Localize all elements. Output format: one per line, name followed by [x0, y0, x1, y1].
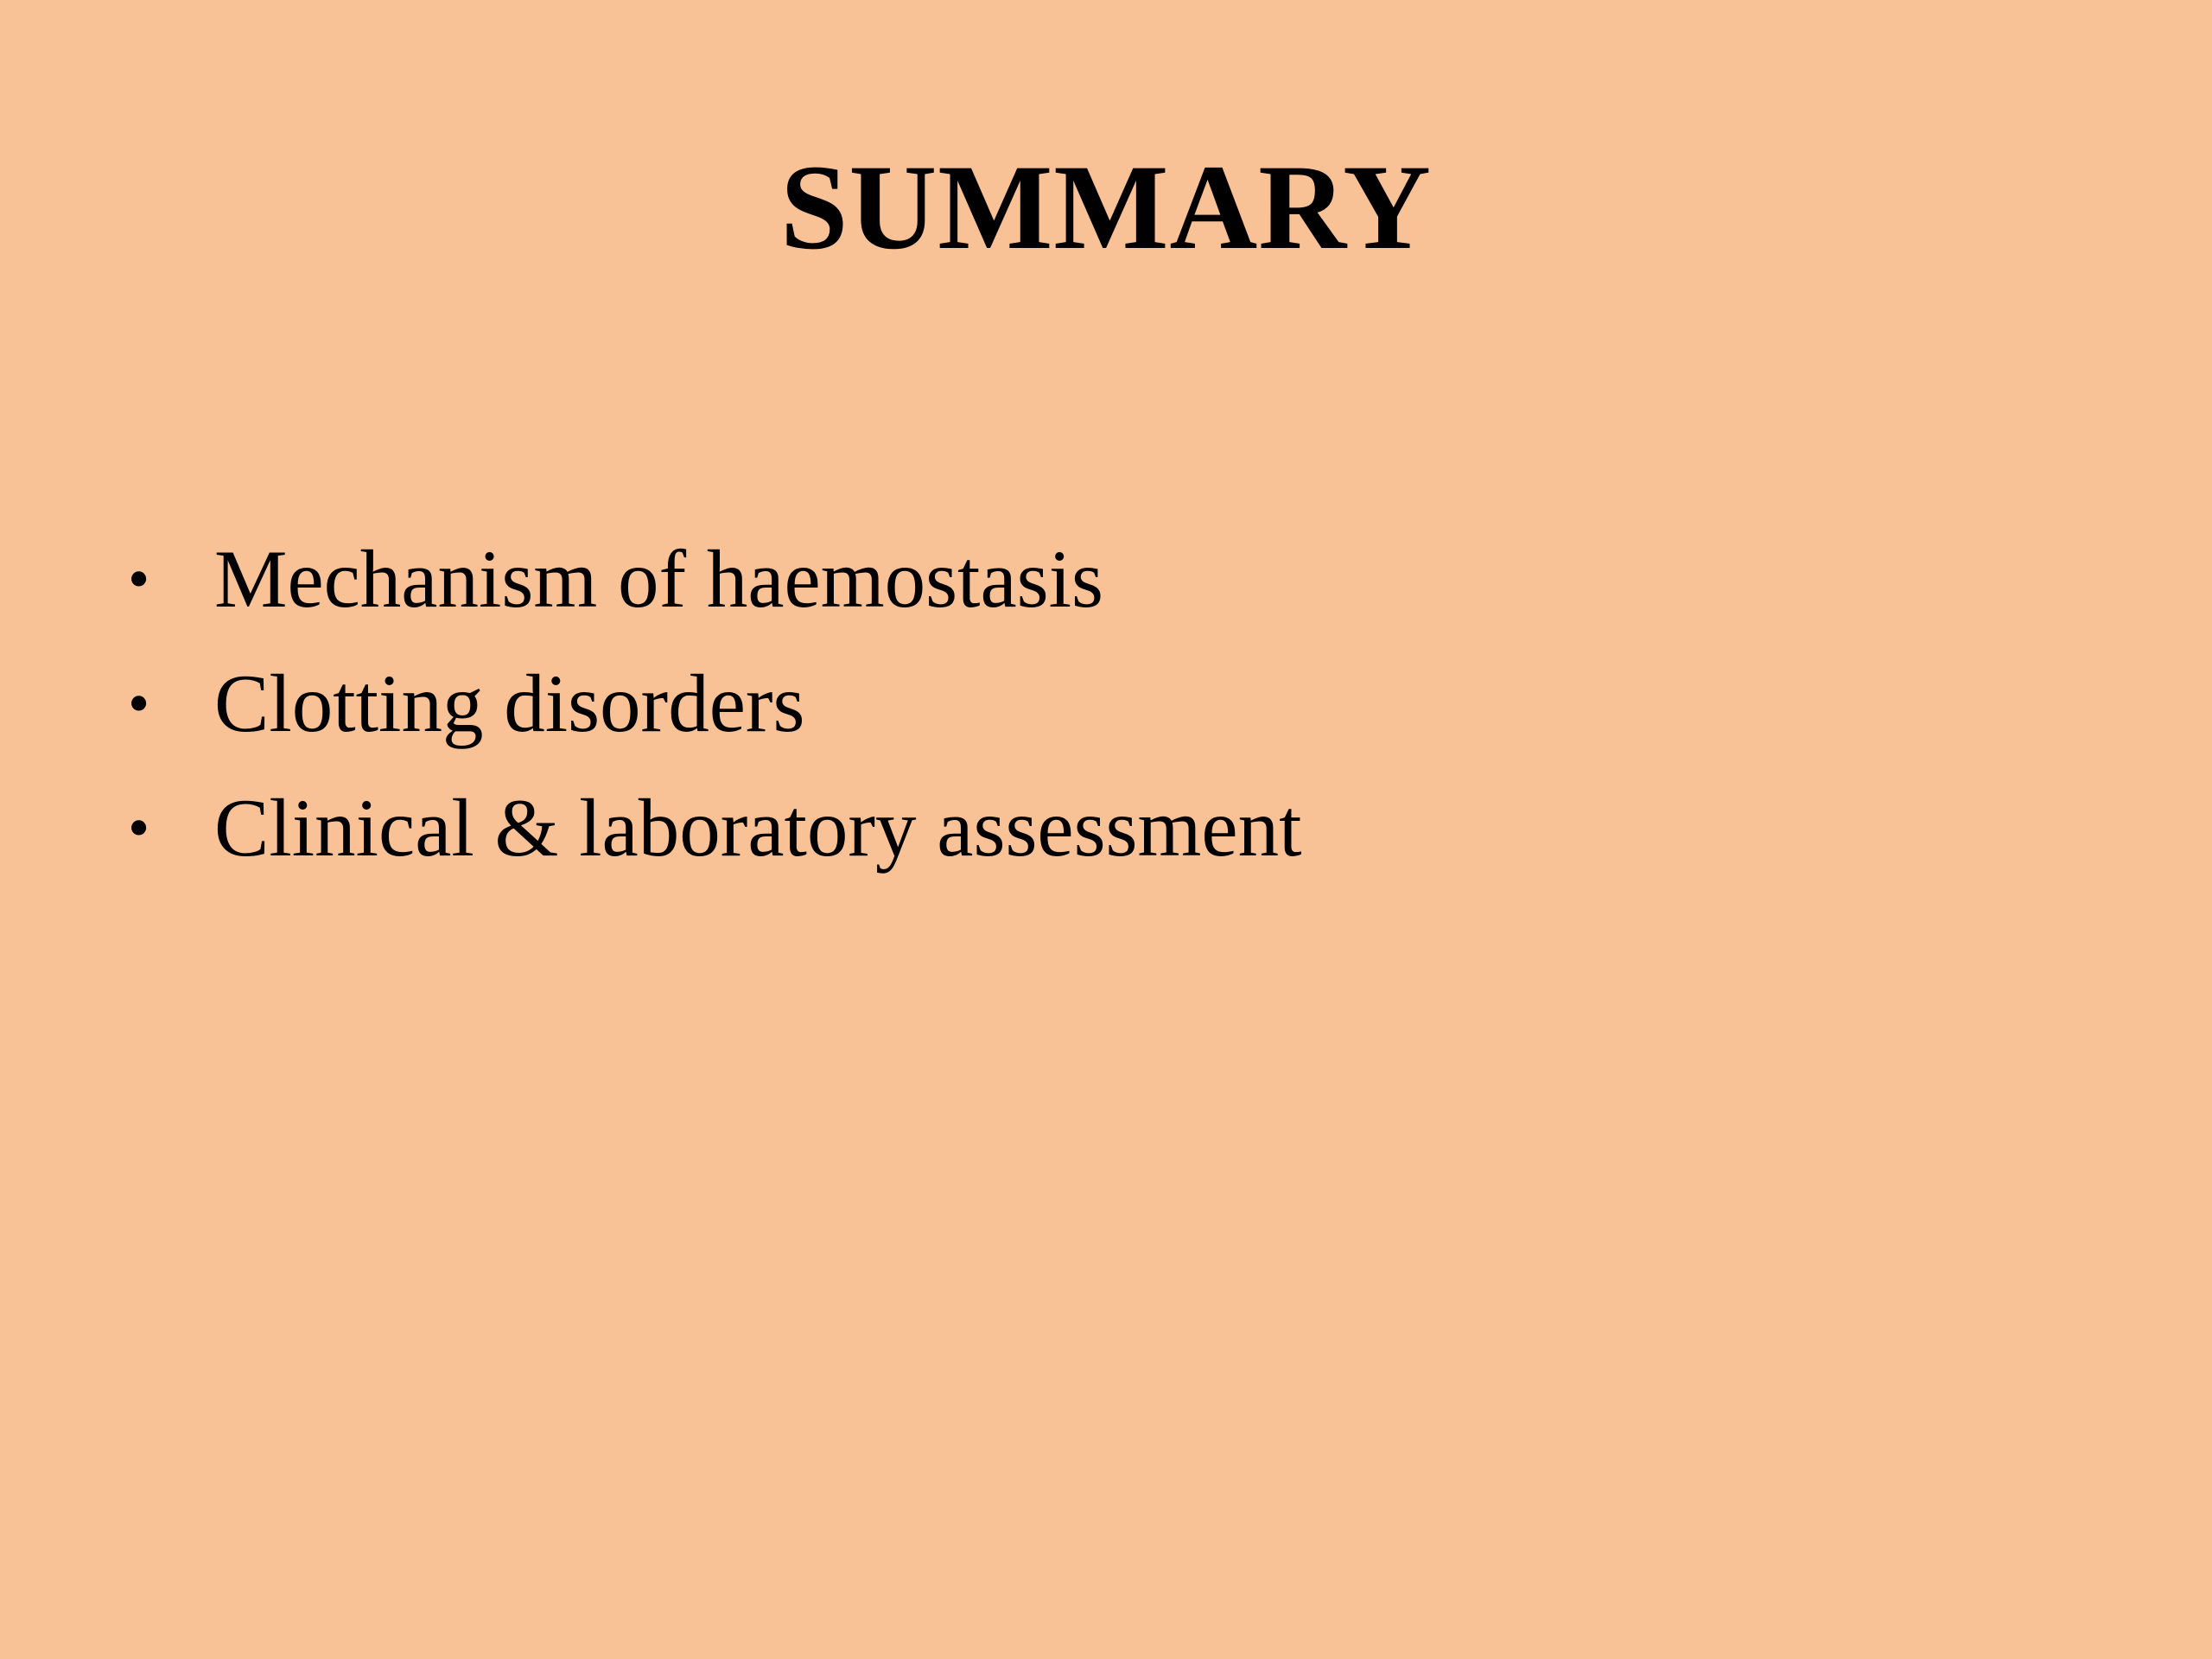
- bullet-marker: •: [128, 793, 150, 862]
- bullet-text: Clinical & laboratory assessment: [214, 782, 1302, 874]
- bullet-text: Clotting disorders: [214, 658, 805, 749]
- bullet-marker: •: [128, 669, 150, 738]
- bullet-text: Mechanism of haemostasis: [214, 533, 1103, 625]
- bullet-marker: •: [128, 544, 150, 613]
- slide-title: SUMMARY: [780, 140, 1432, 275]
